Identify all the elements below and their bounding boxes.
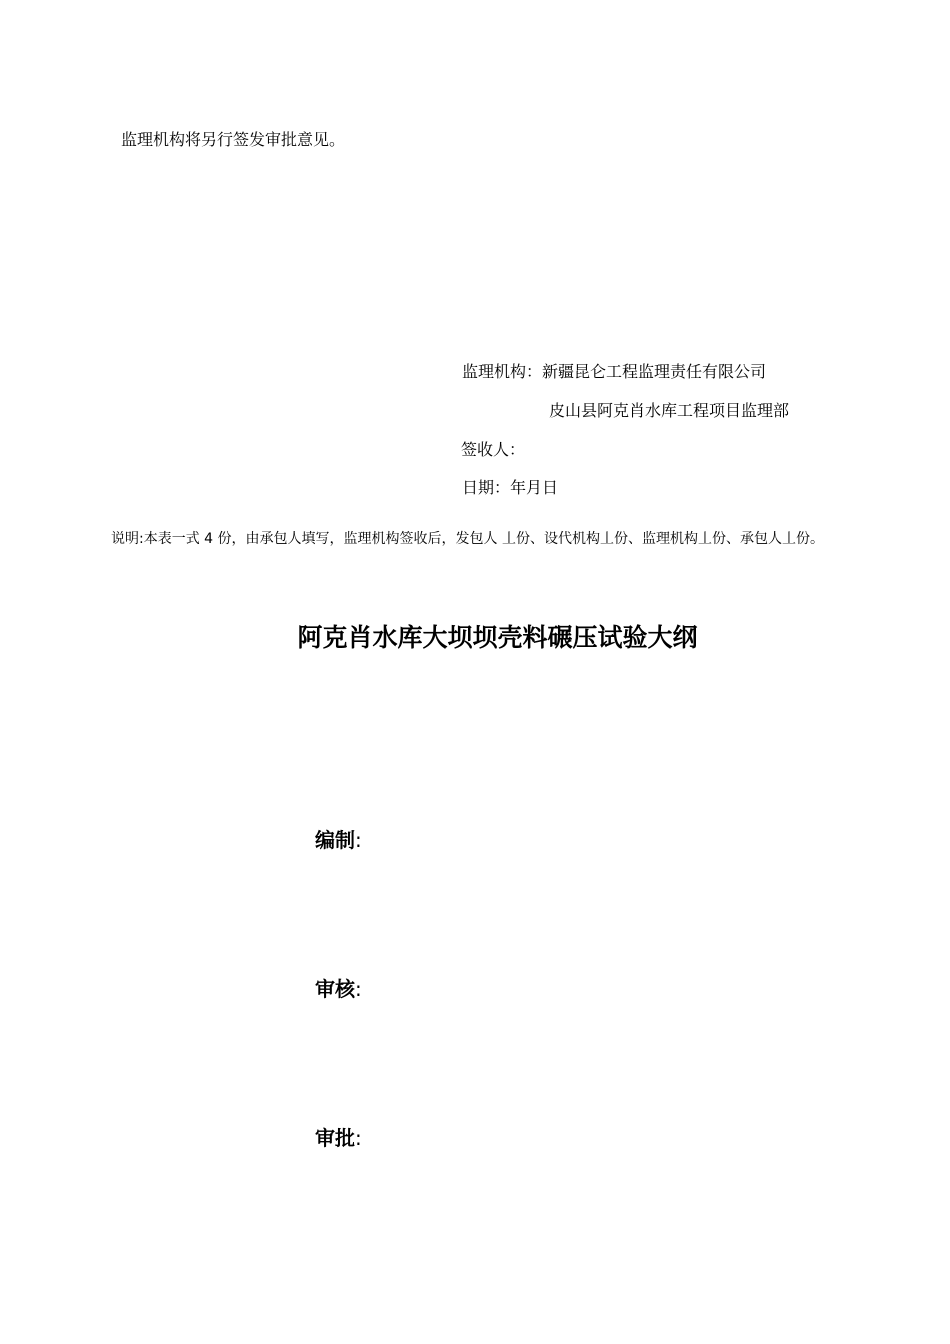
approval-note: 监理机构将另行签发审批意见。 <box>121 130 346 149</box>
approve-field <box>315 1124 362 1152</box>
review-field <box>315 975 362 1003</box>
approve-label: 审批 <box>315 1126 355 1150</box>
review-colon: : <box>355 977 362 1001</box>
compile-colon: : <box>355 828 362 852</box>
document-title: 阿克肖水库大坝坝壳料碾压试验大纲 <box>297 623 698 652</box>
approve-colon: : <box>355 1126 362 1150</box>
receiver-line: 签收人： <box>461 440 526 459</box>
date-line: 日期：年月日 <box>462 478 559 497</box>
supervisor-dept-line: 皮山县阿克肖水库工程项目监理部 <box>549 401 790 420</box>
compile-label: 编制 <box>315 828 355 852</box>
compile-field <box>315 826 362 854</box>
explanation-note: 说明:本表一式 4 份，由承包人填写，监理机构签收后，发包人 丄份、设代机构丄份、监理机构丄份、承包人丄份。 <box>111 531 824 547</box>
review-label: 审核 <box>315 977 355 1001</box>
supervisor-org-line: 监理机构：新疆昆仑工程监理责任有限公司 <box>462 362 767 381</box>
